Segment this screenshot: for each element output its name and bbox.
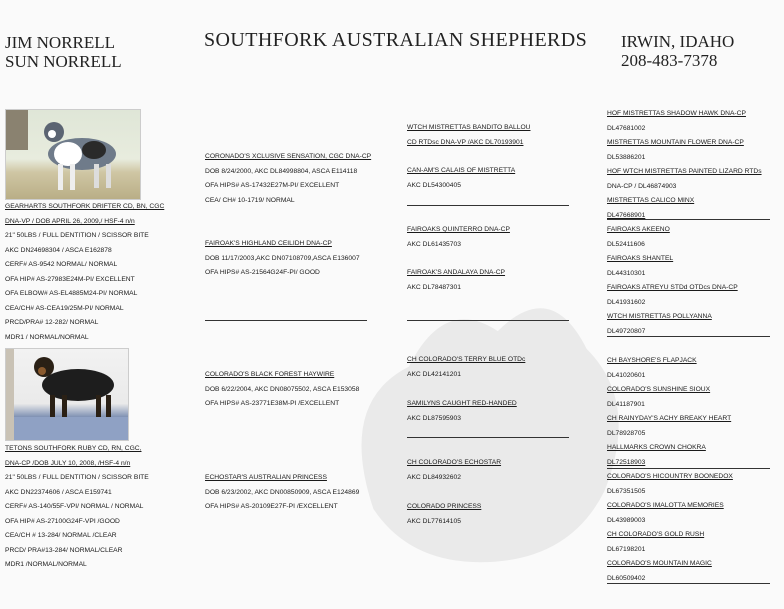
grandparent-block [205,368,359,412]
dog-detail: OFA ELBOW# AS-EL4885M24-PI/ NORMAL [5,290,138,297]
dog-detail: AKC DL77614105 [407,517,461,525]
dog-name: SAMILYNS CAUGHT RED-HANDED [407,400,517,407]
dog-reg: DL47681002 [607,124,646,132]
dog-detail: AKC DL42141201 [407,370,461,378]
grandparent-block [205,237,360,281]
dog-detail: DOB 6/22/2004, AKC DN08075502, ASCA E153058 [205,385,360,393]
owner-name: SUN NORRELL [5,52,122,71]
dog-detail: OFA HIPS# AS-20109E27F-PI /EXCELLENT [205,503,338,510]
dog-reg: DL53886201 [607,153,646,161]
dog-name: COLORADO'S HICOUNTRY BOONEDOX [607,473,733,480]
great-grandparent-block [407,223,510,252]
dog-detail: OFA HIPS# AS-21564G24F-PI/ GOOD [205,269,320,276]
dog-reg: DL41020601 [607,371,646,379]
grandparent-block [205,471,359,515]
dog-name: CH COLORADO'S ECHOSTAR [407,459,502,466]
dog-detail: MDR1 / NORMAL/NORMAL [5,333,89,341]
divider [607,468,770,469]
dog-detail: OFA HIPS# AS-17432E27M-PI/ EXCELLENT [205,182,340,189]
dog-detail: MDR1 /NORMAL/NORMAL [5,561,87,568]
dog-detail: AKC DL61435703 [407,240,461,248]
dog-name: WTCH MISTRETTAS BANDITO BALLOU [407,124,531,131]
dog-detail: DNA-VP / DOB APRIL 26, 2009,/ HSF-4 n/n [5,217,135,225]
dog-detail: AKC DL54300405 [407,181,461,189]
divider [607,336,770,337]
location: IRWIN, IDAHO [621,32,735,51]
dog-reg: DL60509402 [607,574,646,582]
great-grandparent-block [407,353,525,382]
dog-reg: DL41187901 [607,400,645,408]
dog-name: CH BAYSHORE'S FLAPJACK [607,357,697,364]
dog-detail: OFA HIPS# AS-23771E38M-PI /EXCELLENT [205,400,340,407]
dog-name: HOF MISTRETTAS SHADOW HAWK DNA-CP [607,110,746,117]
great-grandparent-block [407,397,517,426]
dog-photo-drifter [5,109,141,200]
dog-detail: OFA HIP# AS-27100G24F-VPI /GOOD [5,517,120,525]
dog-name: MISTRETTAS MOUNTAIN FLOWER DNA-CP [607,139,744,146]
dog-reg: DL43989003 [607,516,646,524]
dog-detail: 21" 50LBS / FULL DENTITION / SCISSOR BITE [5,232,149,239]
dog-reg: DL41931602 [607,298,646,306]
great-grandparent-block [407,456,501,485]
dog-reg: DL72518903 [607,458,646,466]
dog-detail: DNA-CP /DOB JULY 10, 2008, /HSF-4 n/n [5,459,131,467]
dog-name: FAIROAK'S ANDALAYA DNA-CP [407,269,506,276]
grandparent-block [205,150,371,208]
dog-name: FAIROAKS SHANTEL [607,255,674,262]
dog-reg: DL78928705 [607,429,646,437]
dog-name: CH COLORADO'S GOLD RUSH [607,531,705,538]
dog-detail: PRCD/PRA# 12-282/ NORMAL [5,319,99,326]
dog-detail: DOB 8/24/2000, AKC DL84998804, ASCA E114118 [205,167,358,175]
dog-name: FAIROAKS ATREYU STDd OTDcs DNA-CP [607,284,738,291]
great-grandparent-block [407,500,481,529]
dog-name: CAN-AM'S CALAIS OF MISTRETTA [407,167,516,174]
phone: 208-483-7378 [621,51,718,70]
dog-name: CORONADO'S XCLUSIVE SENSATION, CGC DNA-CP [205,153,372,160]
dog-photo-ruby [5,348,129,441]
owners-block [5,33,122,71]
divider [407,205,569,206]
contact-block [621,32,734,70]
dog-detail: CEA/ CH# 10-1719/ NORMAL [205,196,295,204]
great-grandparent-block [407,121,530,150]
ancestors-bottom [607,354,733,586]
dog-reg: DL67198201 [607,545,646,553]
great-grandparent-block [407,266,505,295]
dog-detail: CD RTDsc DNA-VP /AKC DL70193901 [407,138,524,146]
dog-name: FAIROAKS QUINTERRO DNA-CP [407,226,510,233]
dog-detail: 21" 50LBS / FULL DENTITION / SCISSOR BITE [5,474,149,481]
dog-reg: DL47668901 [607,211,646,219]
page-title: SOUTHFORK AUSTRALIAN SHEPHERDS [204,29,588,51]
divider [407,320,569,321]
dog-name: COLORADO PRINCESS [407,503,482,510]
ancestors-top [607,107,762,339]
dog-name: ECHOSTAR'S AUSTRALIAN PRINCESS [205,474,327,481]
dog-reg: DL52411606 [607,240,645,248]
divider [407,437,569,438]
dog-name: HOF WTCH MISTRETTAS PAINTED LIZARD RTDs [607,168,762,175]
dam-info [5,442,149,573]
dog-name: TETONS SOUTHFORK RUBY CD, RN, CGC, [5,445,142,452]
dog-name: MISTRETTAS CALICO MINX [607,197,695,204]
dog-name: FAIROAK'S HIGHLAND CEILIDH DNA-CP [205,240,332,247]
dog-reg: DL44310301 [607,269,646,277]
sire-info [5,200,164,345]
dog-detail: CEA/CH# AS-CEA19/25M-PI/ NORMAL [5,304,124,312]
dog-detail: AKC DL87595903 [407,414,461,422]
dog-name: CH COLORADO'S TERRY BLUE OTDc [407,356,526,363]
dog-name: GEARHARTS SOUTHFORK DRIFTER CD, BN, CGC [5,203,165,210]
dog-name: HALLMARKS CROWN CHOKRA [607,444,706,451]
dog-detail: AKC DN22374606 / ASCA E159741 [5,488,112,496]
great-grandparent-block [407,164,515,193]
dog-detail: AKC DN24698304 / ASCA E162878 [5,246,112,254]
owner-name: JIM NORRELL [5,33,116,52]
dog-detail: OFA HIP# AS-27983E24M-PI/ EXCELLENT [5,275,135,283]
dog-name: WTCH MISTRETTAS POLLYANNA [607,313,712,320]
dog-detail: DOB 11/17/2003,AKC DN07108709,ASCA E136007 [205,254,360,262]
dog-reg: DL49720807 [607,327,646,335]
dog-reg: DL67351505 [607,487,646,495]
dog-reg: DNA-CP / DL46874903 [607,182,677,190]
dog-detail: CERF# AS-140/55F-VPI/ NORMAL / NORMAL [5,503,144,510]
dog-name: CH RAINYDAY'S ACHY BREAKY HEART [607,415,732,422]
divider [607,583,770,584]
dog-detail: PRCD/ PRA#13-284/ NORMAL/CLEAR [5,546,123,554]
dog-detail: DOB 6/23/2002, AKC DN00850909, ASCA E124869 [205,488,360,496]
dog-name: COLORADO'S BLACK FOREST HAYWIRE [205,371,335,378]
dog-name: COLORADO'S SUNSHINE SIOUX [607,386,711,393]
divider [205,320,367,321]
dog-name: COLORADO'S IMALOTTA MEMORIES [607,502,724,509]
dog-detail: AKC DL78487301 [407,283,461,291]
dog-detail: CERF# AS-9542 NORMAL/ NORMAL [5,261,118,268]
divider [607,219,770,220]
dog-name: COLORADO'S MOUNTAIN MAGIC [607,560,712,567]
dog-detail: CEA/CH # 13-284/ NORMAL /CLEAR [5,532,117,539]
dog-detail: AKC DL84932602 [407,473,461,481]
dog-name: FAIROAKS AKEENO [607,226,670,233]
